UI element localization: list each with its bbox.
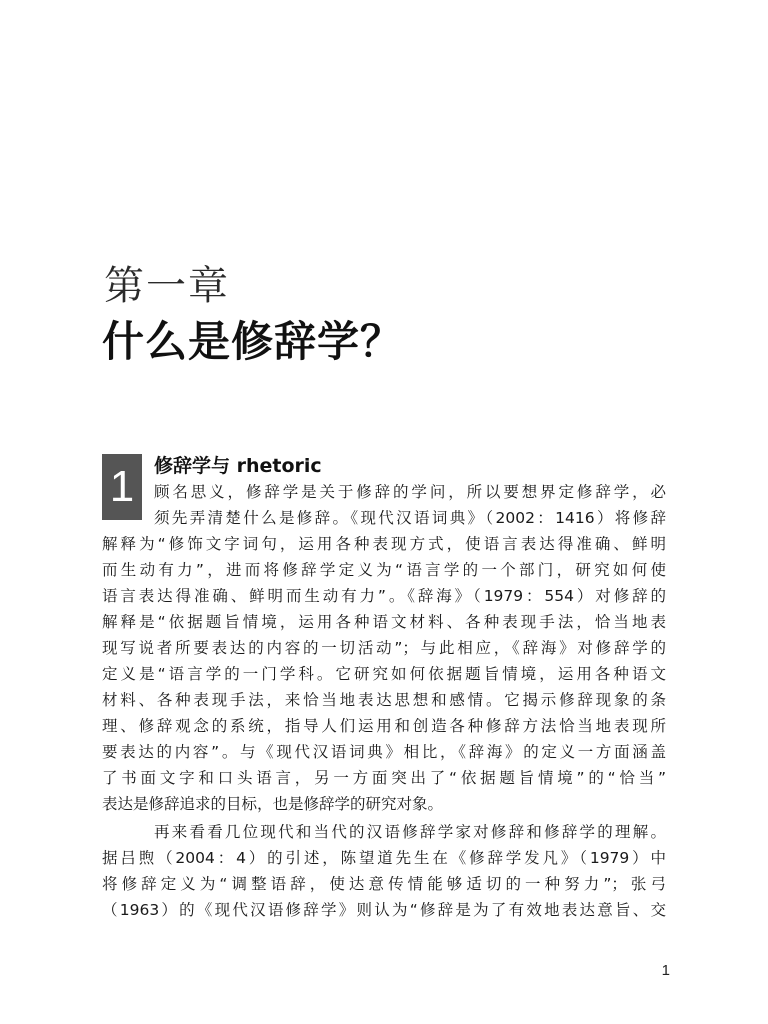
body-line: 再来看看几位现代和当代的汉语修辞学家对修辞和修辞学的理解。 (154, 823, 666, 841)
body-line: 语言表达得准确、鲜明而生动有力”。《辞海》（1979：554）对修辞的 (102, 587, 666, 605)
chapter-label: 第一章 (104, 263, 230, 309)
body-line: 定义是“语言学的一门学科。它研究如何依据题旨情境，运用各种语文 (102, 665, 666, 683)
body-line: 解释为“修饰文字词句，运用各种表现方式，使语言表达得准确、鲜明 (102, 535, 666, 553)
section-number-box: 1 (102, 454, 142, 520)
body-line: 而生动有力”，进而将修辞学定义为“语言学的一个部门，研究如何使 (102, 561, 666, 579)
body-line: 须先弄清楚什么是修辞。《现代汉语词典》（2002：1416）将修辞 (154, 509, 666, 527)
body-line: 表达是修辞追求的目标，也是修辞学的研究对象。 (102, 795, 444, 813)
body-line: 顾名思义，修辞学是关于修辞的学问，所以要想界定修辞学，必 (154, 483, 666, 501)
body-line: 了书面文字和口头语言，另一方面突出了“依据题旨情境”的“恰当” (102, 769, 666, 787)
section-heading: 修辞学与 rhetoric (154, 455, 322, 477)
body-line: 材料、各种表现手法，来恰当地表达思想和感情。它揭示修辞现象的条 (102, 691, 666, 709)
body-line: 据吕煦（2004：4）的引述，陈望道先生在《修辞学发凡》（1979）中 (102, 849, 666, 867)
body-line: 现写说者所要表达的内容的一切活动”；与此相应，《辞海》对修辞学的 (102, 639, 666, 657)
chapter-title: 什么是修辞学？ (102, 317, 404, 366)
body-line: 将修辞定义为“调整语辞，使达意传情能够适切的一种努力”；张弓 (102, 875, 666, 893)
body-line: 解释是“依据题旨情境，运用各种语文材料、各种表现手法，恰当地表 (102, 613, 666, 631)
page-number: 1 (661, 962, 670, 979)
body-line: 理、修辞观念的系统，指导人们运用和创造各种修辞方法恰当地表现所 (102, 717, 666, 735)
body-line: （1963）的《现代汉语修辞学》则认为“修辞是为了有效地表达意旨、交 (102, 901, 666, 919)
body-line: 要表达的内容”。与《现代汉语词典》相比，《辞海》的定义一方面涵盖 (102, 743, 666, 761)
